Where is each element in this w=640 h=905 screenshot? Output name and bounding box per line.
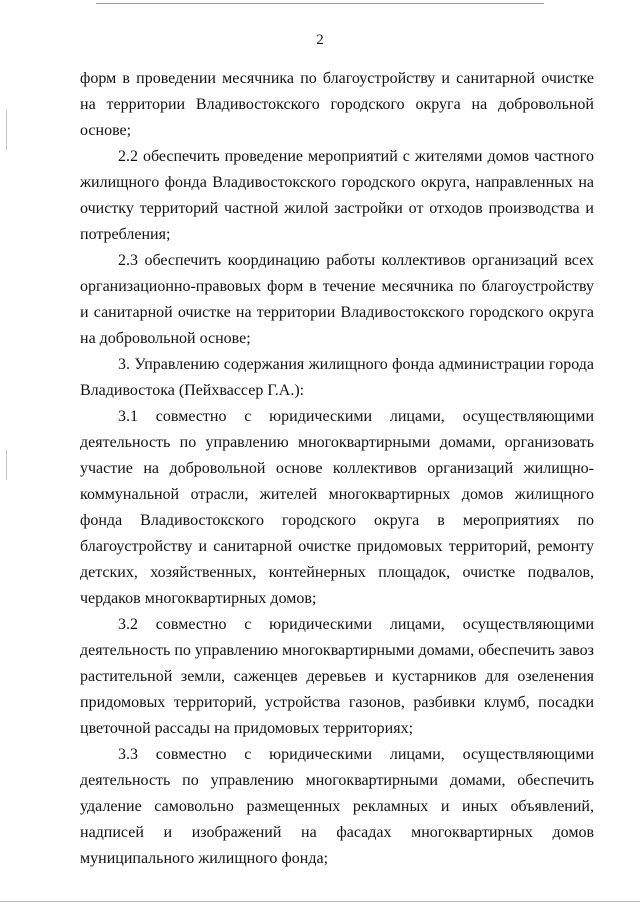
document-body: [80, 66, 594, 872]
paragraph-3-3: 3.3 совместно с юридическими лицами, осуществляющими деятельность по управлению многоквартирными домами, обеспечить удаление самовольно размещенных рекламных и иных объявлений, надписей и изображений на фасадах многоквартирных домов муниципального жилищного фонда;: [80, 746, 594, 867]
page-number: 2: [316, 32, 324, 48]
paragraph-3-1: 3.1 совместно с юридическими лицами, осуществляющими деятельность по управлению многоквартирными домами, организовать участие на добровольной основе коллективов организаций жилищно-коммунальной отрасли, жителей многоквартирных домов жилищного фонда Владивостокского городского округа в мероприятиях по благоустройству и санитарной очистке придомовых территорий, ремонту детских, хозяйственных, контейнерных площадок, очистке подвалов, чердаков многоквартирных домов;: [80, 408, 594, 607]
paragraph-2-3: 2.3 обеспечить координацию работы коллективов организаций всех организационно-правовых форм в течение месячника по благоустройству и санитарной очистке на территории Владивостокского городского округа на добровольной основе;: [80, 252, 594, 347]
paragraph-continuation: форм в проведении месячника по благоустройству и санитарной очистке на территории Владивостокского городского округа на добровольной основе;: [80, 70, 594, 139]
top-scan-rule: [96, 3, 544, 4]
paragraph-3: 3. Управлению содержания жилищного фонда администрации города Владивостока (Пейхвассер Г.А.):: [80, 356, 594, 399]
paragraph-2-2: 2.2 обеспечить проведение мероприятий с жителями домов частного жилищного фонда Владивостокского городского округа, направленных на очистку территорий частной жилой застройки от отходов производства и потребления;: [80, 148, 594, 243]
paragraph-3-2: 3.2 совместно с юридическими лицами, осуществляющими деятельность по управлению многоквартирными домами, обеспечить завоз растительной земли, саженцев деревьев и кустарников для озеленения придомовых территорий, устройства газонов, разбивки клумб, посадки цветочной рассады на придомовых территориях;: [80, 616, 594, 737]
margin-scan-mark: [6, 450, 7, 480]
margin-scan-mark: [6, 110, 7, 150]
bottom-scan-rule: [0, 901, 640, 902]
